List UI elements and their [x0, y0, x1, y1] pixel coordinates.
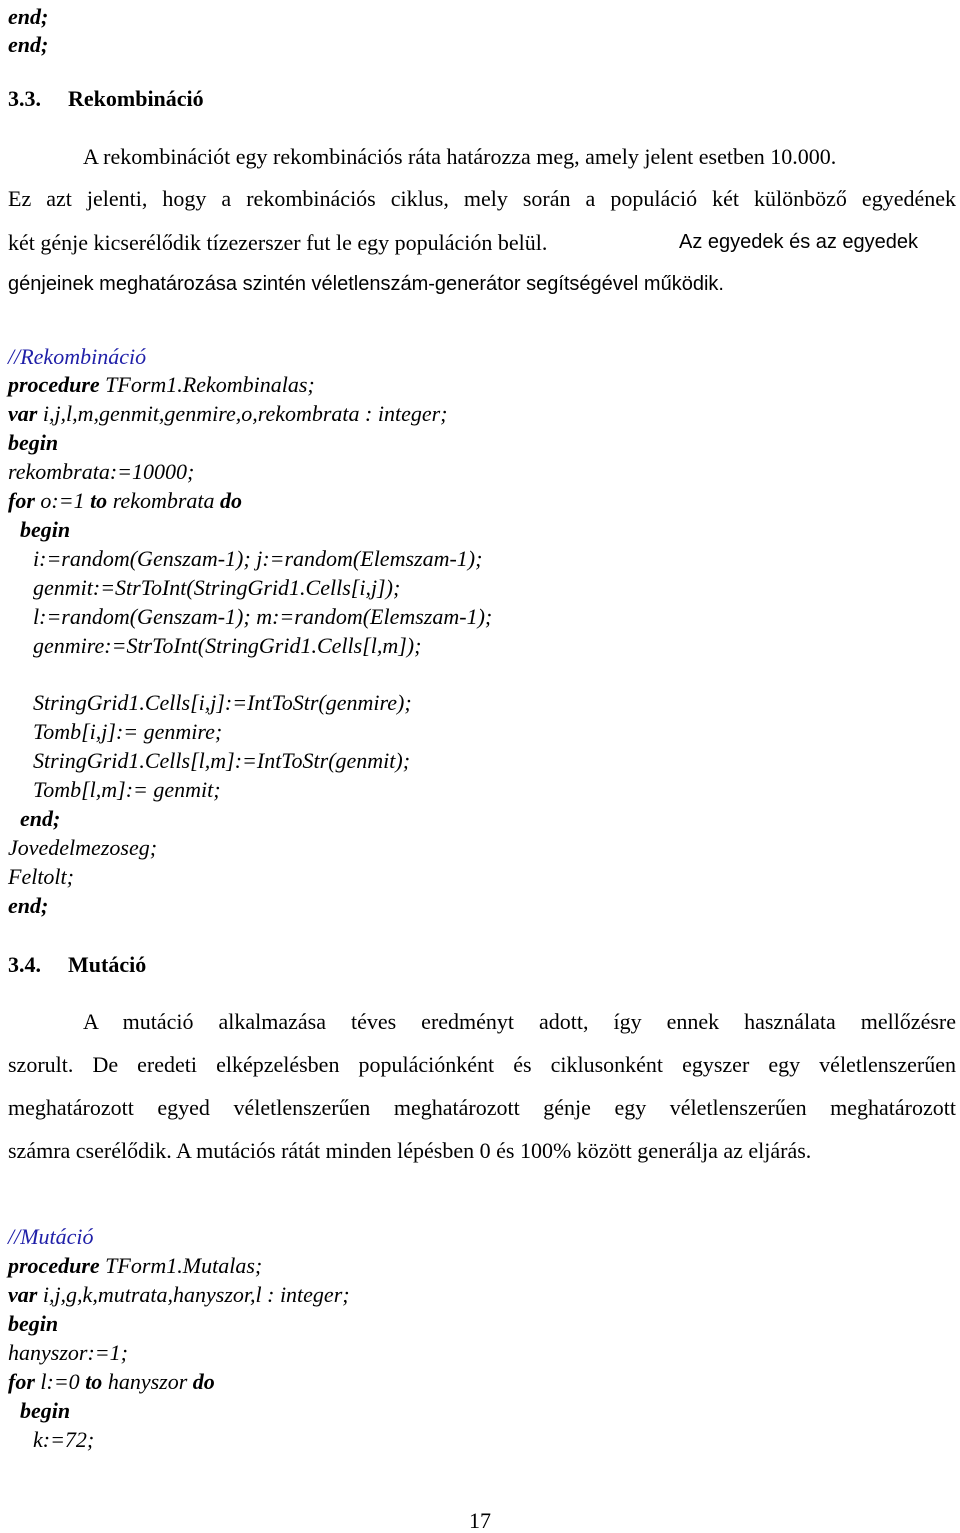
code-line: begin	[8, 430, 59, 455]
code-line: genmire:=StrToInt(StringGrid1.Cells[l,m]);	[33, 633, 422, 658]
code-line: StringGrid1.Cells[l,m]:=IntToStr(genmit);	[33, 748, 411, 773]
code-line: begin	[8, 1311, 59, 1336]
paragraph-line: A mutáció alkalmazása téves eredményt adott, így ennek használata mellőzésre	[83, 1009, 956, 1034]
code-comment: //Mutáció	[8, 1224, 94, 1249]
paragraph-line: A rekombinációt egy rekombinációs ráta határozza meg, amely jelent esetben 10.000.	[83, 144, 837, 169]
code-line: procedure TForm1.Mutalas;	[8, 1253, 263, 1278]
paragraph-line: számra cserélődik. A mutációs rátát minden lépésben 0 és 100% között generálja az eljárás.	[8, 1138, 812, 1163]
paragraph-line: génjeinek meghatározása szintén véletlenszám-generátor segítségével működik.	[8, 273, 724, 295]
code-line: hanyszor:=1;	[8, 1340, 128, 1365]
code-line: StringGrid1.Cells[i,j]:=IntToStr(genmire);	[33, 690, 412, 715]
code-end-line: end;	[8, 32, 49, 57]
paragraph-line: Az egyedek és az egyedek	[679, 231, 919, 253]
code-line: Jovedelmezoseg;	[8, 835, 158, 860]
code-line: begin	[20, 517, 71, 542]
code-comment: //Rekombináció	[8, 344, 147, 369]
code-line: i:=random(Genszam-1); j:=random(Elemszam-1);	[33, 546, 483, 571]
paragraph-line: két génje kicserélődik tízezerszer fut le egy populáción belül.	[8, 230, 548, 255]
code-line: genmit:=StrToInt(StringGrid1.Cells[i,j]);	[33, 575, 401, 600]
code-line: Tomb[i,j]:= genmire;	[33, 719, 223, 744]
code-end-line: end;	[8, 4, 49, 29]
code-line: rekombrata:=10000;	[8, 459, 195, 484]
code-line: for o:=1 to rekombrata do	[8, 488, 243, 513]
code-line: begin	[20, 1398, 71, 1423]
section-heading-3-4: 3.4. Mutáció	[8, 952, 147, 977]
paragraph-line: meghatározott egyed véletlenszerűen meghatározott génje egy véletlenszerűen meghatározott	[8, 1095, 956, 1120]
code-line: end;	[20, 806, 61, 831]
code-line: l:=random(Genszam-1); m:=random(Elemszam-1);	[33, 604, 493, 629]
code-line: Tomb[l,m]:= genmit;	[33, 777, 221, 802]
code-line: for l:=0 to hanyszor do	[8, 1369, 215, 1394]
page-number: 17	[469, 1508, 491, 1533]
code-line: k:=72;	[33, 1427, 95, 1452]
section-heading-3-3: 3.3. Rekombináció	[8, 86, 204, 111]
code-line: end;	[8, 893, 49, 918]
code-line: var i,j,l,m,genmit,genmire,o,rekombrata : integer;	[8, 401, 448, 426]
paragraph-line: szorult. De eredeti elképzelésben populációnként és ciklusonként egyszer egy véletlenszerűen	[8, 1052, 956, 1077]
paragraph-line: Ez azt jelenti, hogy a rekombinációs ciklus, mely során a populáció két különböző egyedének	[8, 186, 956, 211]
code-line: procedure TForm1.Rekombinalas;	[8, 372, 315, 397]
code-line: Feltolt;	[8, 864, 74, 889]
code-line: var i,j,g,k,mutrata,hanyszor,l : integer;	[8, 1282, 350, 1307]
